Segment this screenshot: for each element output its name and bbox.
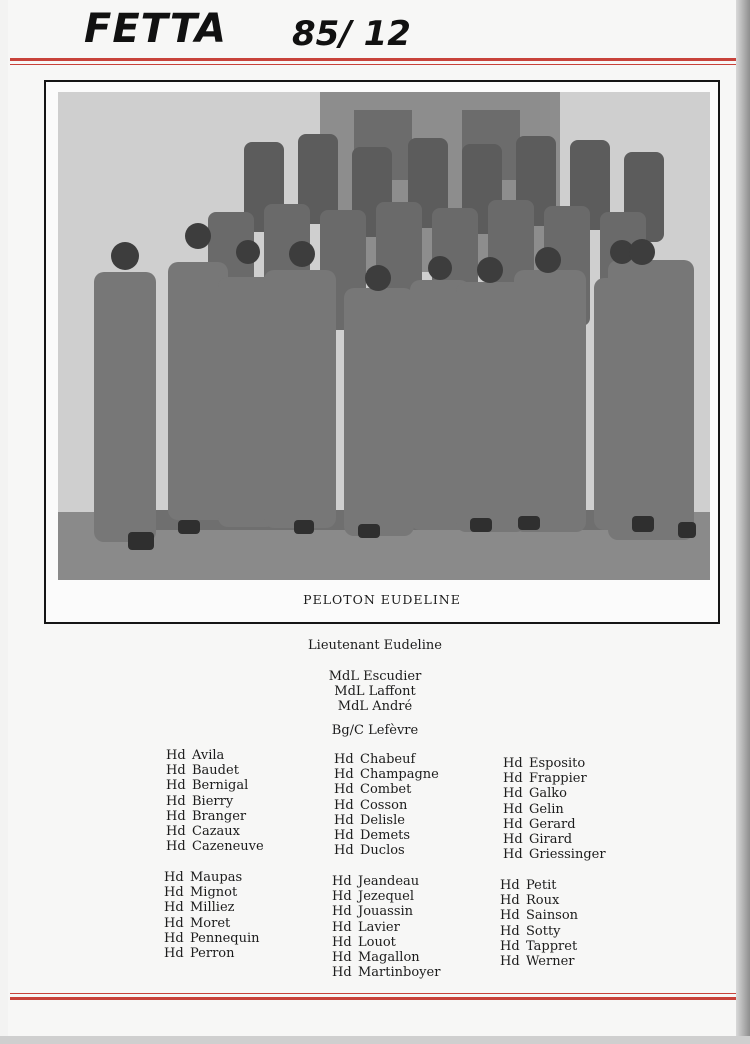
list-item: Hd Bernigal bbox=[166, 778, 249, 794]
top-rule-thin bbox=[10, 64, 736, 65]
list-item: Hd Duclos bbox=[334, 843, 405, 859]
list-item: Hd Galko bbox=[503, 786, 567, 802]
list-item: Hd Baudet bbox=[166, 763, 239, 779]
list-item: Hd Cazaux bbox=[166, 823, 241, 839]
officer-mdl-3: MdL André bbox=[337, 699, 413, 714]
officer-mdl-1: MdL Escudier bbox=[328, 669, 422, 684]
header-number: 85/ 12 bbox=[292, 14, 411, 54]
list-item: Hd Pennequin bbox=[164, 930, 260, 946]
list-item: Hd Frappier bbox=[503, 771, 587, 787]
list-item: Hd Girard bbox=[503, 831, 573, 847]
list-item: Hd Sotty bbox=[500, 923, 561, 939]
list-item: Hd Cazeneuve bbox=[166, 839, 264, 855]
list-item: Hd Jeandeau bbox=[332, 874, 420, 889]
bottom-rule-thin bbox=[10, 993, 736, 994]
list-item: Hd Louot bbox=[332, 934, 396, 950]
list-item: Hd Petit bbox=[500, 878, 557, 893]
list-item: Hd Mignot bbox=[164, 885, 238, 901]
officer-lieutenant: Lieutenant Eudeline bbox=[308, 638, 442, 653]
list-item: Hd Esposito bbox=[503, 756, 586, 771]
name-list-col2-group1 bbox=[334, 752, 439, 858]
list-item: Hd Branger bbox=[166, 808, 247, 824]
list-item: Hd Demets bbox=[334, 827, 411, 843]
list-item: Hd Perron bbox=[164, 945, 235, 961]
top-rule bbox=[10, 58, 736, 61]
list-item: Hd Jezequel bbox=[332, 889, 414, 905]
list-item: Hd Griessinger bbox=[503, 847, 606, 863]
list-item: Hd Magallon bbox=[332, 949, 420, 965]
list-item: Hd Chabeuf bbox=[334, 752, 416, 767]
name-list-col2-group2 bbox=[332, 874, 440, 980]
header-title: FETTA bbox=[84, 6, 227, 52]
page-bottom-edge bbox=[0, 1036, 750, 1044]
name-list-col1-group2 bbox=[164, 870, 260, 961]
list-item: Hd Gelin bbox=[503, 801, 564, 817]
list-item: Hd Tappret bbox=[500, 938, 578, 954]
officer-mdl-2: MdL Laffont bbox=[334, 684, 416, 699]
group-photo bbox=[58, 92, 710, 580]
list-item: Hd Jouassin bbox=[332, 904, 414, 920]
list-item: Hd Bierry bbox=[166, 793, 234, 809]
list-item: Hd Cosson bbox=[334, 797, 408, 813]
name-list-col3-group2 bbox=[500, 878, 578, 969]
photo-caption: PELOTON EUDELINE bbox=[303, 592, 461, 607]
list-item: Hd Champagne bbox=[334, 767, 439, 783]
list-item: Hd Roux bbox=[500, 893, 560, 909]
list-item: Hd Combet bbox=[334, 782, 412, 798]
list-item: Hd Milliez bbox=[164, 900, 235, 916]
list-item: Hd Moret bbox=[164, 915, 231, 931]
name-list-col3-group1 bbox=[503, 756, 606, 862]
page-edge-shadow bbox=[736, 0, 750, 1044]
list-item: Hd Avila bbox=[166, 748, 225, 763]
bottom-rule bbox=[10, 997, 736, 1000]
list-item: Hd Maupas bbox=[164, 870, 243, 885]
list-item: Hd Martinboyer bbox=[332, 965, 441, 981]
list-item: Hd Lavier bbox=[332, 919, 400, 935]
list-item: Hd Delisle bbox=[334, 812, 405, 828]
list-item: Hd Gerard bbox=[503, 816, 576, 832]
name-list-col1-group1 bbox=[166, 748, 264, 854]
list-item: Hd Sainson bbox=[500, 908, 579, 924]
officer-bgc: Bg/C Lefèvre bbox=[331, 723, 419, 738]
list-item: Hd Werner bbox=[500, 953, 575, 969]
group-photo-illustration bbox=[58, 92, 710, 580]
